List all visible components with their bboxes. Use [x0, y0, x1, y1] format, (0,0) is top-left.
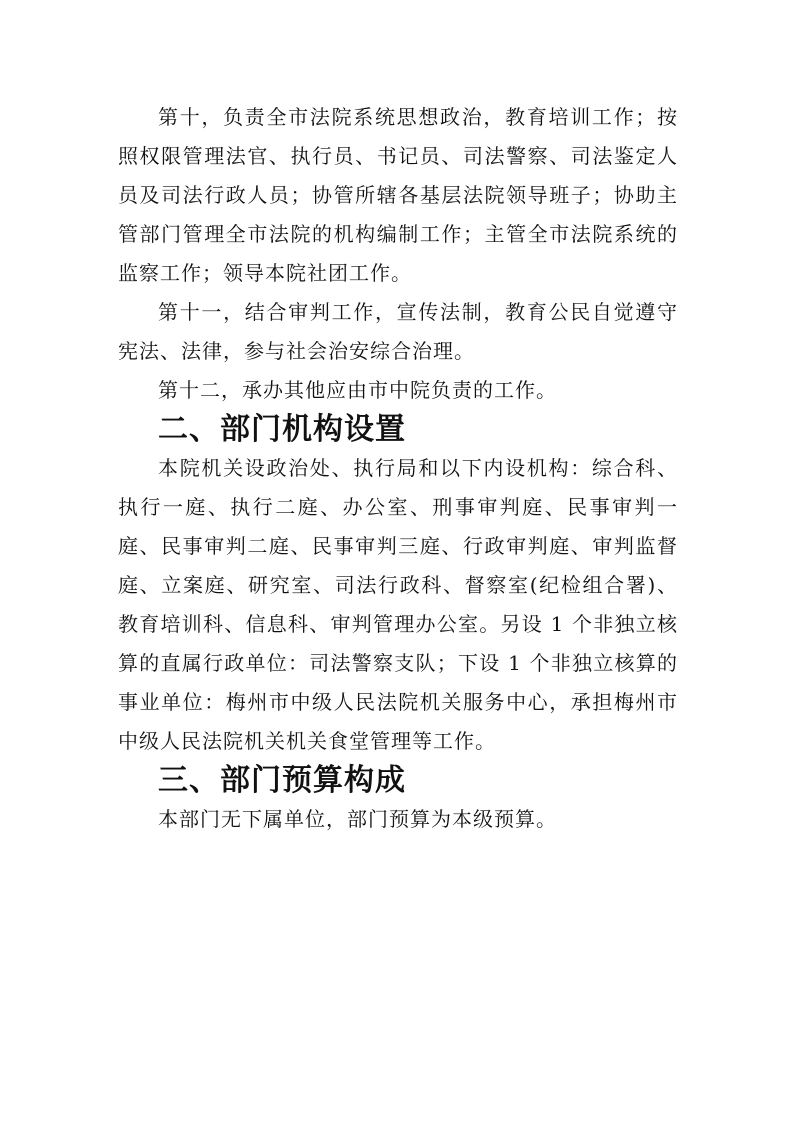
section-body-budget-composition: 本部门无下属单位，部门预算为本级预算。	[158, 807, 557, 831]
section-heading-budget-composition: 三、部门预算构成	[158, 763, 406, 798]
paragraph-item-12: 第十二，承办其他应由市中院负责的工作。	[158, 378, 557, 402]
section-body-department-structure: 本院机关设政治处、执行局和以下内设机构：综合科、执行一庭、执行二庭、办公室、刑事审判庭、民事审判一庭、民事审判二庭、民事审判三庭、行政审判庭、审判监督庭、立案庭、研究室、司法行政科、督察室(纪检组合署)、教育培训科、信息科、审判管理办公室。另设 1 个非独立核算的直属行政单位：司法警察支队；下设 1 个非独立核算的事业单位：梅州市中级人民法院机关服务中心，承担梅州市中级人民法院机关机关食堂管理等工作。	[118, 456, 678, 753]
paragraph-item-10: 第十，负责全市法院系统思想政治，教育培训工作；按照权限管理法官、执行员、书记员、司法警察、司法鉴定人员及司法行政人员；协管所辖各基层法院领导班子；协助主管部门管理全市法院的机构编制工作；主管全市法院系统的监察工作；领导本院社团工作。	[118, 105, 678, 285]
section-heading-department-structure: 二、部门机构设置	[158, 412, 406, 447]
paragraph-item-11: 第十一，结合审判工作，宣传法制，教育公民自觉遵守宪法、法律，参与社会治安综合治理。	[118, 300, 678, 363]
document-page	[118, 98, 678, 839]
